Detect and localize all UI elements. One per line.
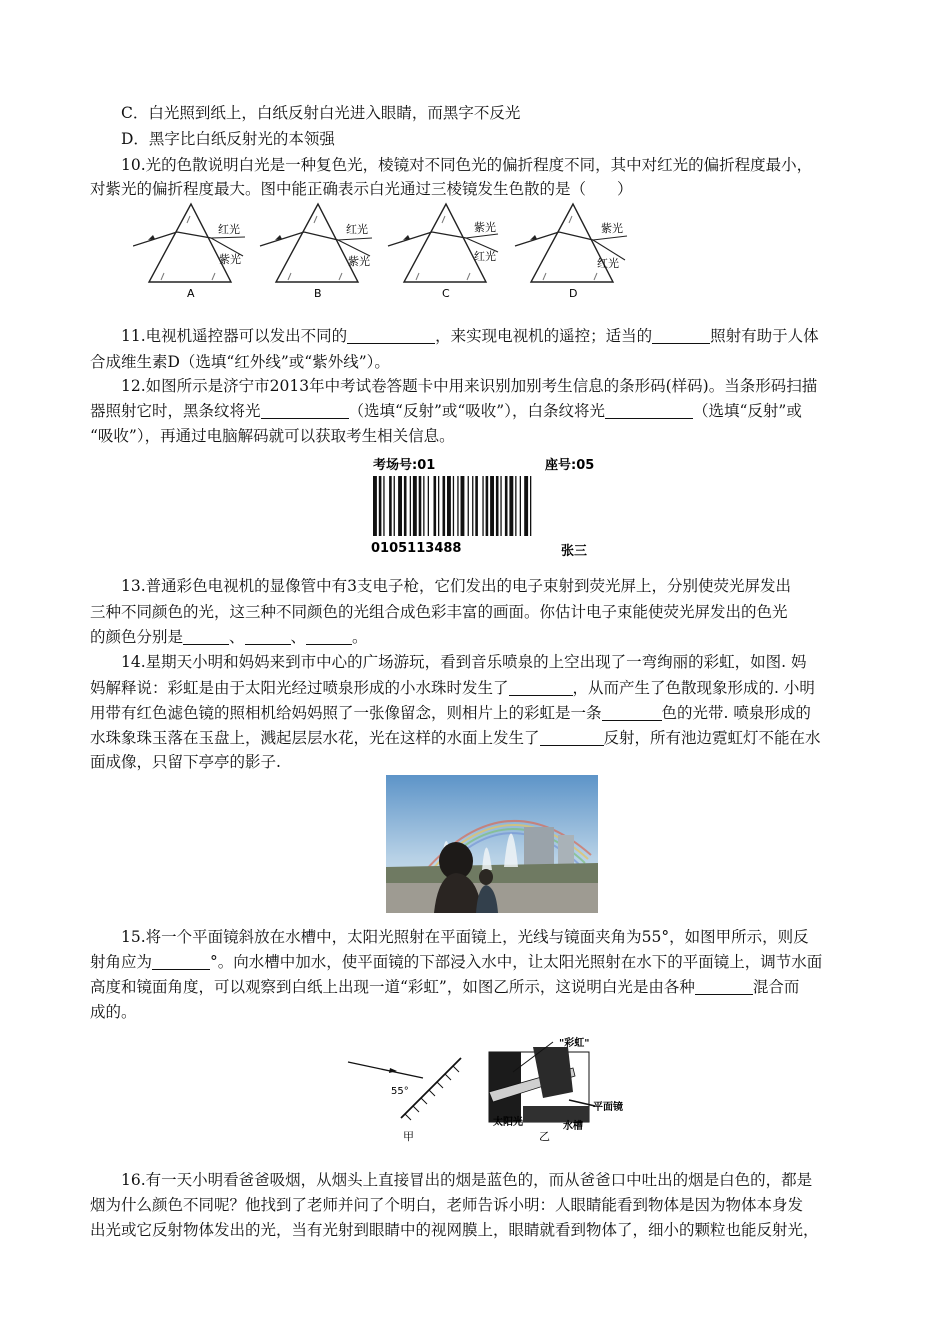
- prism-c-bottom-label: 红光: [474, 250, 496, 263]
- barcode-bar: [472, 476, 473, 536]
- prism-a-option: A: [187, 287, 195, 300]
- figure-yi-rainbow: "彩虹": [559, 1038, 590, 1049]
- barcode-seat: 座号:05: [545, 458, 595, 473]
- question-15: 15.将一个平面镜斜放在水槽中，太阳光照射在平面镜上，光线与镜面夹角为55°，如图甲所示，则反: [121, 928, 809, 946]
- barcode-exam-room: 考场号:01: [373, 458, 436, 473]
- barcode-number: 0105113488: [371, 541, 462, 556]
- prism-option-c: [388, 204, 498, 300]
- barcode-bar: [410, 476, 411, 536]
- barcode-bar: [423, 476, 424, 536]
- barcode-name: 张三: [561, 544, 588, 559]
- question-15-cont-2: 高度和镜面角度，可以观察到白纸上出现一道“彩虹”，如图乙所示，这说明白光是由各种 混合而: [90, 978, 800, 996]
- answer-blank[interactable]: [152, 953, 210, 970]
- prism-option-d: [515, 204, 627, 300]
- answer-blank[interactable]: [540, 729, 604, 746]
- prism-c-top-label: 紫光: [474, 221, 496, 234]
- barcode-bar: [413, 476, 417, 536]
- barcode-bar: [379, 476, 382, 536]
- option-d: D．黑字比白纸反射光的本领强: [121, 130, 335, 148]
- barcode-bar: [373, 476, 377, 536]
- question-11: 11.电视机遥控器可以发出不同的 ，来实现电视机的遥控；适当的 照射有助于人体: [121, 327, 819, 345]
- prism-c-option: C: [442, 287, 450, 300]
- question-16: 16.有一天小明看爸爸吸烟，从烟头上直接冒出的烟是蓝色的，而从爸爸口中吐出的烟是白色的，都是: [121, 1171, 813, 1189]
- prism-d-bottom-label: 红光: [597, 257, 619, 270]
- answer-blank[interactable]: [652, 327, 710, 344]
- prism-b-top-label: 红光: [346, 223, 368, 236]
- prism-a-bottom-label: 紫光: [219, 253, 241, 266]
- prism-option-b: [260, 204, 372, 300]
- question-10-cont: 对紫光的偏折程度最大。图中能正确表示白光通过三棱镜发生色散的是（ ）: [90, 180, 633, 198]
- barcode-bar: [438, 476, 439, 536]
- question-11-cont: 合成维生素D（选填“红外线”或“紫外线”）。: [90, 353, 390, 371]
- barcode-bar: [398, 476, 402, 536]
- prism-dispersion-figure: [133, 196, 633, 302]
- barcode-bar: [524, 476, 528, 536]
- barcode-bar: [404, 476, 407, 536]
- answer-blank[interactable]: [509, 679, 573, 696]
- prism-d-top-label: 紫光: [601, 222, 623, 235]
- question-13-cont: 三种不同颜色的光，这三种不同颜色的光组合成色彩丰富的画面。你估计电子束能使荧光屏发出的色光: [90, 603, 788, 621]
- question-14-cont-3: 水珠象珠玉落在玉盘上，溅起层层水花，光在这样的水面上发生了 反射，所有池边霓虹灯不能在水: [90, 729, 821, 747]
- question-15-cont: 射角应为 °。向水槽中加水，使平面镜的下部浸入水中，让太阳光照射在水下的平面镜上，调节水面: [90, 953, 823, 971]
- answer-blank[interactable]: [605, 402, 693, 419]
- answer-blank[interactable]: [183, 628, 229, 645]
- barcode-bar: [428, 476, 429, 536]
- answer-blank[interactable]: [602, 704, 662, 721]
- question-15-cont-3: 成的。: [90, 1003, 137, 1021]
- question-13-cont-2: 的颜色分别是 、 、 。: [90, 628, 368, 646]
- prism-b-option: B: [314, 287, 322, 300]
- prism-d-option: D: [569, 287, 578, 300]
- figure-jia-label: 甲: [403, 1130, 414, 1143]
- prism-a-top-label: 红光: [218, 223, 240, 236]
- mirror-figures: [343, 1022, 643, 1144]
- question-14-cont: 妈解释说：彩虹是由于太阳光经过喷泉形成的小水珠时发生了 ，从而产生了色散现象形成的. 小明: [90, 679, 815, 697]
- answer-blank[interactable]: [261, 402, 349, 419]
- barcode-bar: [434, 476, 437, 536]
- answer-blank[interactable]: [695, 978, 753, 995]
- barcode-bar: [482, 476, 483, 536]
- question-14-cont-4: 面成像，只留下亭亭的影子.: [90, 753, 281, 771]
- answer-blank[interactable]: [347, 327, 435, 344]
- barcode-bar: [505, 476, 508, 536]
- question-14: 14.星期天小明和妈妈来到市中心的广场游玩，看到音乐喷泉的上空出现了一弯绚丽的彩虹，如图. 妈: [121, 653, 807, 671]
- barcode-bar: [419, 476, 422, 536]
- barcode-bar: [394, 476, 395, 536]
- barcode-bar: [457, 476, 458, 536]
- figure-yi: [489, 1036, 623, 1143]
- barcode-bar: [515, 476, 516, 536]
- question-12-cont: 器照射它时，黑条纹将光 （选填“反射”或“吸收”），白条纹将光 （选填“反射”或: [90, 402, 802, 420]
- question-12: 12.如图所示是济宁市2013年中考试卷答题卡中用来识别加别考生信息的条形码(样码)。当条形码扫描: [121, 377, 818, 395]
- barcode-bar: [453, 476, 454, 536]
- question-14-cont-2: 用带有红色滤色镜的照相机给妈妈照了一张像留念，则相片上的彩虹是一条 色的光带. 喷泉形成的: [90, 704, 811, 722]
- barcode-bar: [520, 476, 521, 536]
- question-13: 13.普通彩色电视机的显像管中有3支电子枪，它们发出的电子束射到荧光屏上，分别使荧光屏发出: [121, 577, 792, 595]
- barcode-bar: [389, 476, 392, 536]
- barcode-bar: [443, 476, 446, 536]
- question-10: 10.光的色散说明白光是一种复色光，棱镜对不同色光的偏折程度不同，其中对红光的偏折程度最小，: [121, 156, 813, 174]
- barcode-bar: [500, 476, 501, 536]
- barcode-bars: [373, 476, 531, 536]
- barcode-card: [367, 451, 615, 561]
- figure-yi-tank: 水槽: [563, 1121, 583, 1132]
- barcode-bar: [509, 476, 513, 536]
- barcode-bar: [490, 476, 494, 536]
- prism-b-bottom-label: 紫光: [348, 255, 370, 268]
- question-16-cont-2: 出光或它反射物体发出的光，当有光射到眼睛中的视网膜上，眼睛就看到物体了，细小的颗粒也能反射光，: [90, 1221, 819, 1239]
- figure-yi-mirror: 平面镜: [593, 1102, 623, 1113]
- barcode-bar: [530, 476, 531, 536]
- figure-jia: [348, 1058, 461, 1143]
- question-16-cont: 烟为什么颜色不同呢？他找到了老师并问了个明白，老师告诉小明：人眼睛能看到物体是因为物体本身发: [90, 1196, 804, 1214]
- figure-jia-angle: 55°: [391, 1086, 409, 1097]
- question-12-cont-2: “吸收”），再通过电脑解码就可以获取考生相关信息。: [90, 427, 455, 445]
- answer-blank[interactable]: [245, 628, 291, 645]
- figure-yi-sunlight: 太阳光: [493, 1117, 523, 1128]
- answer-blank[interactable]: [306, 628, 352, 645]
- barcode-bar: [475, 476, 478, 536]
- barcode-bar: [468, 476, 469, 536]
- figure-yi-label: 乙: [539, 1130, 550, 1143]
- barcode-bar: [461, 476, 465, 536]
- barcode-bar: [496, 476, 499, 536]
- option-c: C．白光照到纸上，白纸反射白光进入眼睛，而黑字不反光: [121, 104, 521, 122]
- barcode-bar: [383, 476, 384, 536]
- barcode-bar: [486, 476, 489, 536]
- prism-option-a: [133, 204, 245, 300]
- barcode-bar: [447, 476, 451, 536]
- rainbow-fountain-photo: [386, 775, 598, 913]
